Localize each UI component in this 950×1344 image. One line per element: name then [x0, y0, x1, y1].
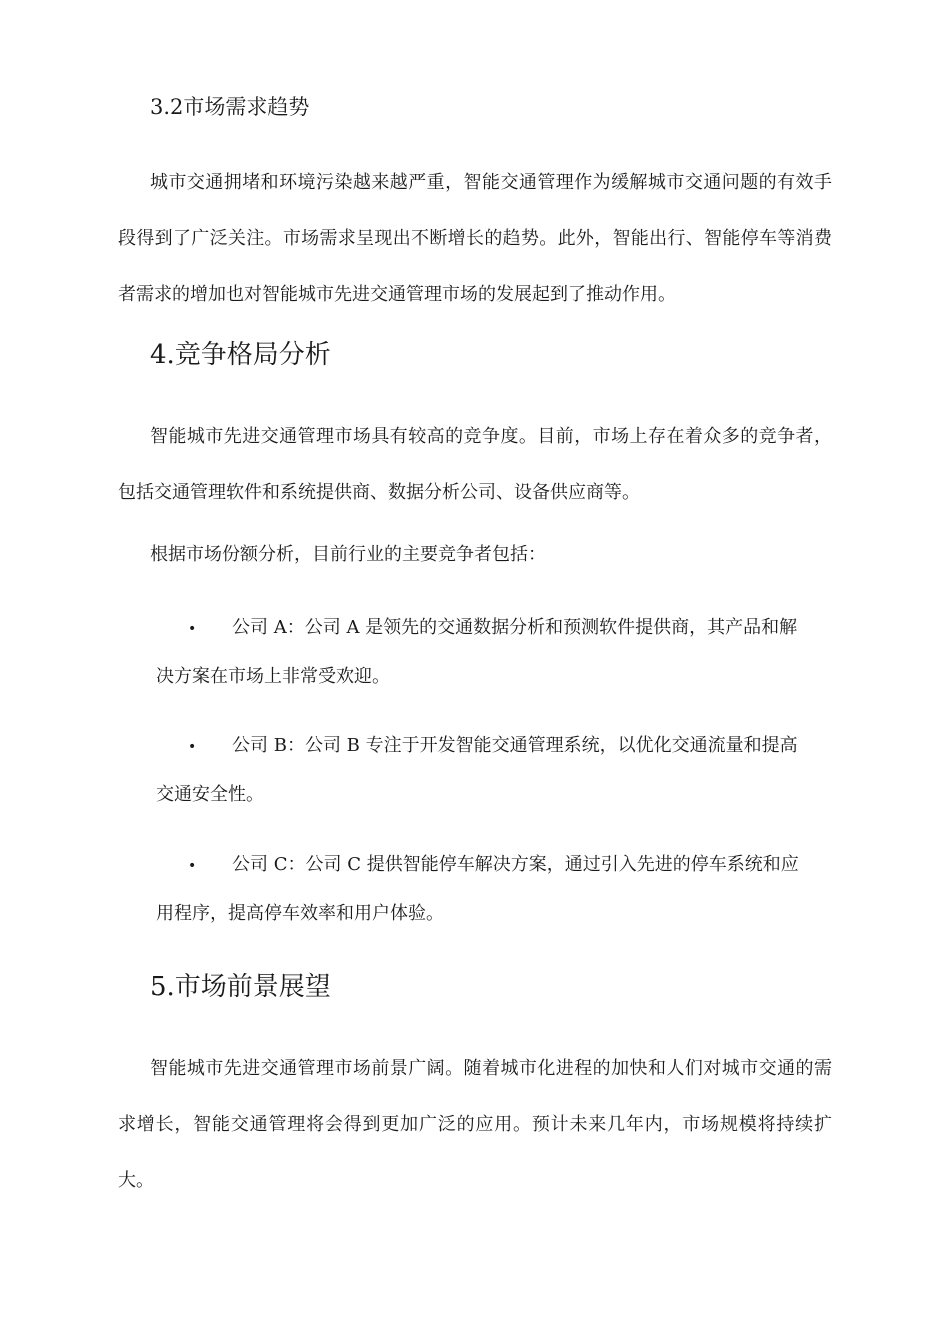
- competitor-text-line-1: 公司 C：公司 C 提供智能停车解决方案，通过引入先进的停车系统和应: [232, 854, 799, 875]
- section-5-heading: 5.市场前景展望: [150, 972, 331, 1002]
- section-4-paragraph-2: 根据市场份额分析，目前行业的主要竞争者包括：: [150, 544, 546, 565]
- competitor-list-item: [152, 604, 832, 701]
- bullet-icon: •: [188, 739, 197, 755]
- competitor-text-line-1: 公司 B：公司 B 专注于开发智能交通管理系统，以优化交通流量和提高: [232, 735, 798, 756]
- section-5-paragraph: 智能城市先进交通管理市场前景广阔。随着城市化进程的加快和人们对城市交通的需求增长，智能交通管理将会得到更加广泛的应用。预计未来几年内，市场规模将持续扩大。: [118, 1058, 832, 1191]
- competitor-text-line-2: 决方案在市场上非常受欢迎。: [156, 666, 390, 687]
- section-3-2-paragraph: 城市交通拥堵和环境污染越来越严重，智能交通管理作为缓解城市交通问题的有效手段得到了广泛关注。市场需求呈现出不断增长的趋势。此外，智能出行、智能停车等消费者需求的增加也对智能城市先进交通管理市场的发展起到了推动作用。: [118, 172, 832, 305]
- section-4-paragraph-1: 智能城市先进交通管理市场具有较高的竞争度。目前，市场上存在着众多的竞争者，包括交通管理软件和系统提供商、数据分析公司、设备供应商等。: [118, 426, 832, 503]
- competitor-text-line-2: 交通安全性。: [156, 784, 264, 805]
- competitor-list-item: [152, 722, 832, 819]
- section-4-heading: 4.竞争格局分析: [150, 340, 331, 370]
- bullet-icon: •: [188, 858, 197, 874]
- section-3-2-heading: 3.2市场需求趋势: [150, 95, 310, 119]
- competitor-text-line-1: 公司 A：公司 A 是领先的交通数据分析和预测软件提供商，其产品和解: [232, 617, 798, 638]
- competitor-list-item: [152, 841, 832, 938]
- bullet-icon: •: [188, 621, 197, 637]
- competitor-text-line-2: 用程序，提高停车效率和用户体验。: [156, 903, 444, 924]
